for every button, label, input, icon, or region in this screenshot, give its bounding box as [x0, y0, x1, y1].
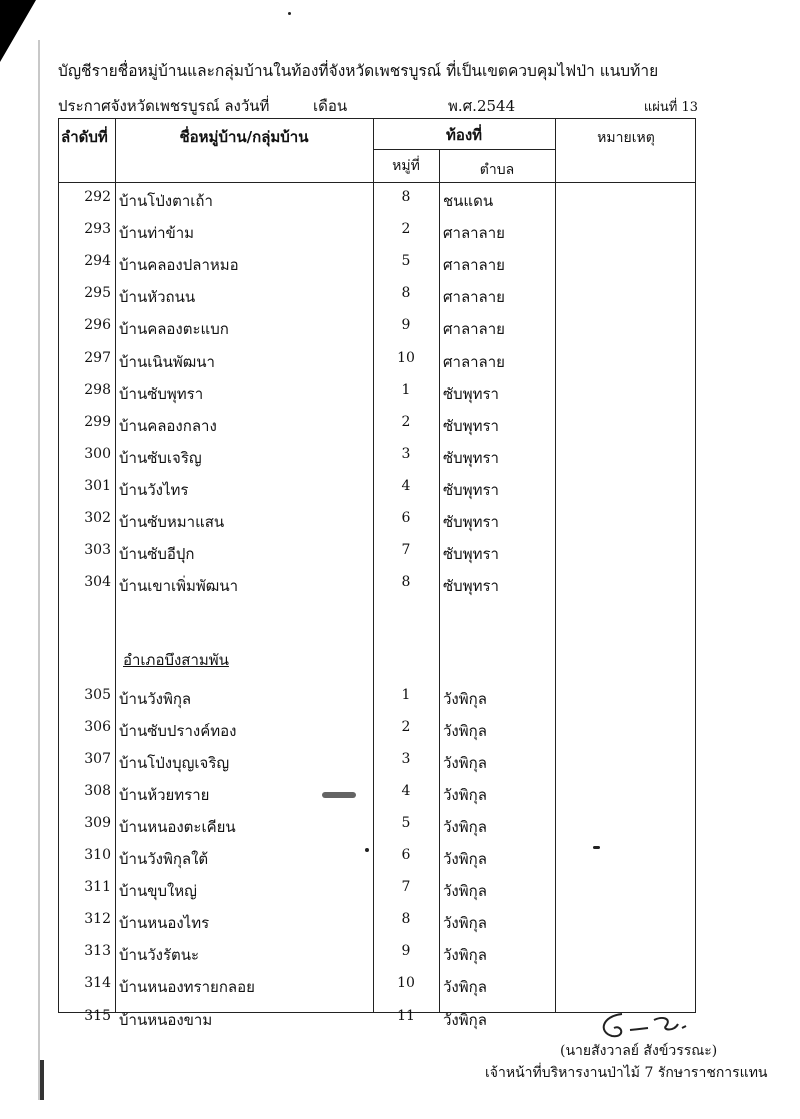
scan-speck: [288, 12, 291, 15]
table-row: [59, 975, 695, 1007]
cell-tambon: วังพิกุล: [443, 785, 487, 804]
cell-moo: 3: [401, 750, 411, 767]
cell-tambon: วังพิกุล: [443, 914, 487, 933]
cell-name: บ้านซับพุทรา: [119, 384, 204, 403]
cell-moo: 9: [401, 943, 411, 960]
table-row: [59, 783, 695, 815]
cell-moo: 8: [401, 189, 411, 205]
cell-moo: 6: [401, 510, 411, 526]
cell-moo: 7: [401, 542, 411, 559]
cell-moo: 7: [401, 879, 411, 896]
cell-tambon: วังพิกุล: [443, 1010, 487, 1029]
title-year: พ.ศ.2544: [448, 97, 516, 115]
scan-corner-mark: [0, 0, 36, 62]
table-row: [59, 350, 695, 382]
cell-moo: 10: [397, 349, 415, 366]
cell-tambon: ซับพุทรา: [443, 480, 499, 499]
cell-name: บ้านขุบใหญ่: [119, 882, 197, 901]
cell-moo: 8: [401, 285, 411, 302]
cell-no: 294: [84, 253, 111, 270]
cell-moo: 10: [397, 975, 415, 992]
cell-no: 307: [84, 750, 111, 767]
cell-name: บ้านเขาเพิ่มพัฒนา: [119, 577, 239, 596]
cell-moo: 8: [401, 574, 411, 591]
cell-moo: 3: [401, 445, 411, 462]
cell-moo: 2: [401, 221, 411, 238]
cell-name: บ้านซับเจริญ: [119, 448, 202, 467]
table-row: [59, 317, 695, 349]
cell-name: บ้านหนองไทร: [119, 914, 210, 933]
table-row: [59, 815, 695, 847]
cell-no: 314: [84, 975, 111, 992]
cell-name: บ้านห้วยทราย: [119, 785, 210, 804]
cell-name: บ้านหนองตะเคียน: [119, 817, 236, 836]
cell-no: 309: [84, 814, 111, 831]
cell-name: บ้านวังพิกุล: [119, 689, 192, 708]
cell-tambon: ซับพุทรา: [443, 577, 499, 596]
cell-moo: 2: [401, 718, 411, 735]
table-row: [59, 687, 695, 719]
cell-name: บ้านโป่งบุญเจริญ: [119, 753, 230, 772]
scan-speck: [322, 792, 356, 798]
cell-tambon: ซับพุทรา: [443, 545, 499, 564]
cell-no: 299: [84, 413, 111, 430]
cell-name: บ้านวังพิกุลใต้: [119, 850, 209, 869]
header-no: ลำดับที่: [61, 128, 108, 146]
cell-moo: 11: [397, 1007, 415, 1024]
cell-name: บ้านวังรัตนะ: [119, 946, 200, 965]
cell-name: บ้านซับปรางค์ทอง: [119, 721, 237, 740]
cell-moo: 5: [401, 253, 411, 270]
village-table: [58, 118, 696, 1029]
cell-no: 300: [84, 445, 111, 462]
table-row: [59, 446, 695, 478]
cell-tambon: ศาลาลาย: [443, 256, 505, 275]
cell-tambon: วังพิกุล: [443, 721, 487, 740]
cell-no: 305: [84, 686, 111, 703]
cell-tambon: ชนแดน: [443, 192, 494, 210]
cell-tambon: ศาลาลาย: [443, 320, 505, 339]
cell-tambon: วังพิกุล: [443, 850, 487, 869]
cell-name: บ้านหัวถนน: [119, 288, 196, 307]
cell-no: 304: [84, 574, 111, 591]
cell-no: 302: [84, 510, 111, 526]
table-row: [59, 574, 695, 606]
header-sub-divider: [373, 149, 555, 150]
table-row: [59, 285, 695, 317]
header-location: ท้องที่: [445, 126, 483, 144]
cell-tambon: ศาลาลาย: [443, 288, 505, 307]
cell-name: บ้านเนินพัฒนา: [119, 352, 215, 371]
cell-tambon: วังพิกุล: [443, 817, 487, 836]
header-name: ชื่อหมู่บ้าน/กลุ่มบ้าน: [179, 128, 309, 146]
table-row: [59, 189, 695, 221]
cell-moo: 5: [401, 814, 411, 831]
table-row: [59, 221, 695, 253]
cell-moo: 1: [401, 686, 411, 703]
cell-no: 313: [84, 943, 111, 960]
cell-name: บ้านโป่งตาเถ้า: [119, 192, 213, 210]
cell-no: 295: [84, 285, 111, 302]
cell-no: 298: [84, 381, 111, 398]
cell-name: บ้านหนองขาม: [119, 1010, 213, 1029]
cell-name: บ้านซับหมาแสน: [119, 513, 225, 531]
cell-tambon: ซับพุทรา: [443, 384, 499, 403]
cell-tambon: ซับพุทรา: [443, 416, 499, 435]
cell-no: 308: [84, 782, 111, 799]
header-divider: [59, 182, 695, 183]
table-row: [59, 478, 695, 510]
scan-speck: [593, 846, 600, 849]
header-tambon: ตำบล: [479, 162, 515, 178]
table-row: [59, 847, 695, 879]
cell-tambon: วังพิกุล: [443, 882, 487, 901]
title-month: เดือน: [313, 97, 348, 115]
cell-no: 303: [84, 542, 111, 559]
cell-tambon: ศาลาลาย: [443, 352, 505, 371]
cell-no: 301: [84, 477, 111, 494]
binder-edge-line: [38, 40, 40, 1100]
title-announcement: ประกาศจังหวัดเพชรบูรณ์ ลงวันที่: [58, 97, 270, 115]
cell-name: บ้านคลองกลาง: [119, 416, 217, 435]
table-row: [59, 382, 695, 414]
cell-no: 311: [84, 879, 111, 896]
document-title-line1: บัญชีรายชื่อหมู่บ้านและกลุ่มบ้านในท้องที่จังหวัดเพชรบูรณ์ ที่เป็นเขตควบคุมไฟป่า แนบท้าย: [58, 62, 659, 80]
cell-tambon: วังพิกุล: [443, 753, 487, 772]
table-row: [59, 414, 695, 446]
cell-no: 312: [84, 911, 111, 928]
table-row: [59, 510, 695, 542]
cell-tambon: วังพิกุล: [443, 689, 487, 708]
cell-no: 310: [84, 847, 111, 864]
cell-moo: 9: [401, 317, 411, 334]
signatory-name: (นายสังวาลย์ สังข์วรรณะ): [560, 1043, 718, 1059]
signatory-position: เจ้าหน้าที่บริหารงานป่าไม้ 7 รักษาราชการแทน: [485, 1065, 768, 1081]
cell-no: 306: [84, 718, 111, 735]
binder-edge-mark: [40, 1060, 44, 1100]
table-row: [59, 911, 695, 943]
cell-moo: 4: [401, 782, 411, 799]
cell-no: 293: [84, 221, 111, 238]
table-row: [59, 943, 695, 975]
cell-moo: 6: [401, 847, 411, 864]
cell-moo: 4: [401, 477, 411, 494]
cell-tambon: ซับพุทรา: [443, 448, 499, 467]
header-remark: หมายเหตุ: [597, 130, 655, 146]
table-row: [59, 879, 695, 911]
table-row: [59, 719, 695, 751]
document-title-line2: [58, 94, 698, 116]
cell-moo: 1: [401, 381, 411, 398]
section-heading-district: อำเภอบึงสามพัน: [123, 651, 229, 670]
cell-name: บ้านวังไทร: [119, 480, 189, 499]
signature-mark: [592, 1006, 702, 1042]
sheet-number: แผ่นที่ 13: [643, 100, 698, 115]
cell-no: 292: [84, 189, 111, 205]
cell-name: บ้านคลองปลาหมอ: [119, 256, 239, 275]
table-row: [59, 542, 695, 574]
table-row: [59, 751, 695, 783]
cell-name: บ้านซับอีปุก: [119, 545, 195, 564]
cell-name: บ้านท่าข้าม: [119, 224, 195, 243]
cell-tambon: ซับพุทรา: [443, 513, 499, 531]
header-moo: หมู่ที่: [392, 158, 420, 174]
cell-name: บ้านหนองทรายกลอย: [119, 978, 255, 997]
cell-tambon: ศาลาลาย: [443, 224, 505, 243]
cell-moo: 8: [401, 911, 411, 928]
scan-speck: [365, 848, 369, 852]
cell-name: บ้านคลองตะแบก: [119, 320, 229, 339]
cell-tambon: วังพิกุล: [443, 978, 487, 997]
cell-moo: 2: [401, 413, 411, 430]
cell-no: 296: [84, 317, 111, 334]
cell-tambon: วังพิกุล: [443, 946, 487, 965]
table-row: [59, 253, 695, 285]
cell-no: 297: [84, 349, 111, 366]
cell-no: 315: [84, 1007, 111, 1024]
